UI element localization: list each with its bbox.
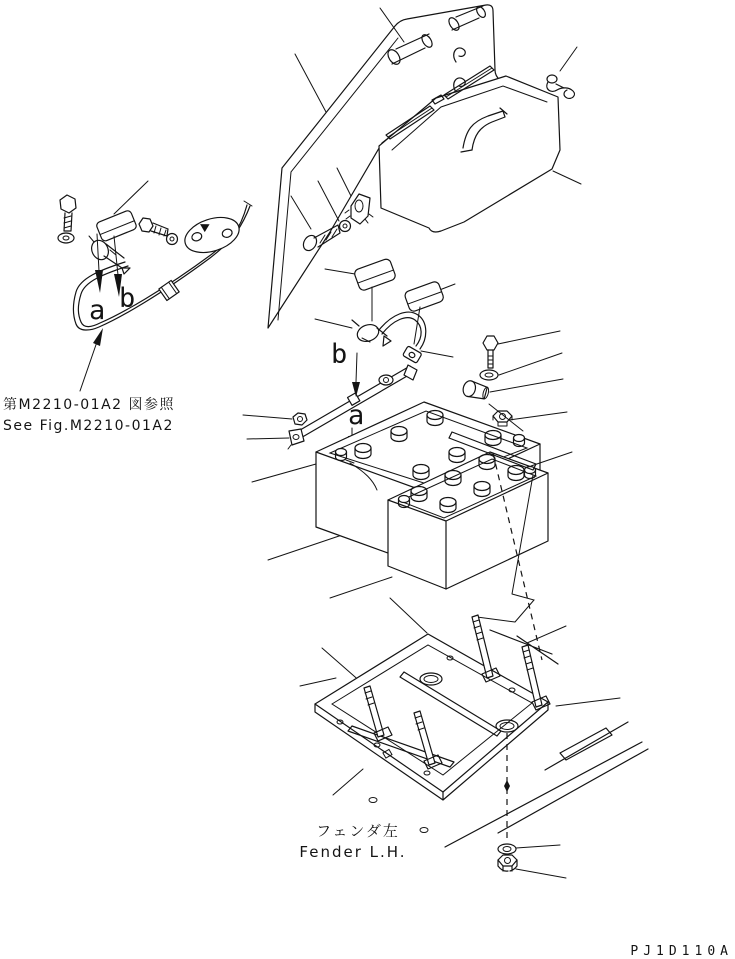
box-snap-ring bbox=[340, 221, 351, 232]
leader-line bbox=[114, 181, 148, 214]
under-fender-fasteners bbox=[498, 733, 566, 878]
box-mount-hardware bbox=[291, 168, 373, 253]
bolt bbox=[483, 336, 498, 368]
wing-bolt bbox=[547, 47, 577, 98]
svg-text:b: b bbox=[331, 339, 348, 370]
leader-line bbox=[490, 331, 567, 420]
terminal-cap bbox=[404, 280, 445, 312]
leader-line bbox=[527, 626, 566, 643]
reference-note bbox=[3, 328, 175, 434]
nut bbox=[293, 413, 307, 425]
callout-b bbox=[331, 339, 360, 397]
washer bbox=[480, 370, 498, 380]
svg-text:See Fig.M2210-01A2: See Fig.M2210-01A2 bbox=[3, 418, 174, 434]
leader-line bbox=[516, 869, 566, 878]
terminal-cover bbox=[461, 379, 490, 401]
cable-bracket bbox=[180, 211, 243, 259]
ring-terminal bbox=[379, 375, 393, 385]
fender-hole bbox=[369, 798, 377, 803]
leader-line bbox=[243, 415, 292, 439]
cable-lug bbox=[288, 429, 304, 449]
hold-down-bolt-set bbox=[461, 331, 567, 426]
fender-label-en: Fender L.H. bbox=[299, 843, 407, 861]
callout-b bbox=[114, 236, 135, 314]
box-screw bbox=[301, 225, 340, 253]
cover-hook-icon bbox=[454, 48, 466, 62]
svg-text:b: b bbox=[119, 283, 136, 314]
leader-line bbox=[330, 577, 392, 598]
snap-ring bbox=[167, 234, 178, 245]
washer bbox=[58, 233, 74, 243]
leader-line bbox=[295, 54, 326, 112]
nut bbox=[498, 855, 566, 878]
cable-clip bbox=[159, 280, 179, 300]
drawing-number: PJ1D110A bbox=[630, 944, 733, 959]
fender-slot bbox=[560, 728, 612, 760]
mounting-frame bbox=[300, 598, 620, 800]
leader-line bbox=[516, 845, 560, 848]
bolt bbox=[60, 195, 76, 231]
leader-line bbox=[380, 8, 404, 42]
leader-line bbox=[291, 168, 351, 229]
leader-line bbox=[553, 171, 581, 184]
svg-text:a: a bbox=[348, 400, 365, 431]
cover-cushion bbox=[380, 8, 434, 66]
nut bbox=[493, 411, 512, 426]
fender-label-jp: フェンダ左 bbox=[316, 822, 400, 840]
leader-line bbox=[315, 269, 355, 328]
terminal-clamp bbox=[89, 181, 148, 274]
washer bbox=[498, 844, 560, 854]
cover-cushion bbox=[447, 5, 487, 32]
svg-text:a: a bbox=[89, 295, 106, 326]
disconnect-cable-group bbox=[3, 181, 252, 434]
fender-hole bbox=[420, 828, 428, 833]
terminal-cap bbox=[353, 258, 396, 292]
cable-lug bbox=[403, 346, 422, 364]
leader-line bbox=[560, 47, 577, 71]
bolt bbox=[139, 218, 168, 236]
svg-text:第M2210-01A2 図参照: 第M2210-01A2 図参照 bbox=[3, 397, 176, 413]
